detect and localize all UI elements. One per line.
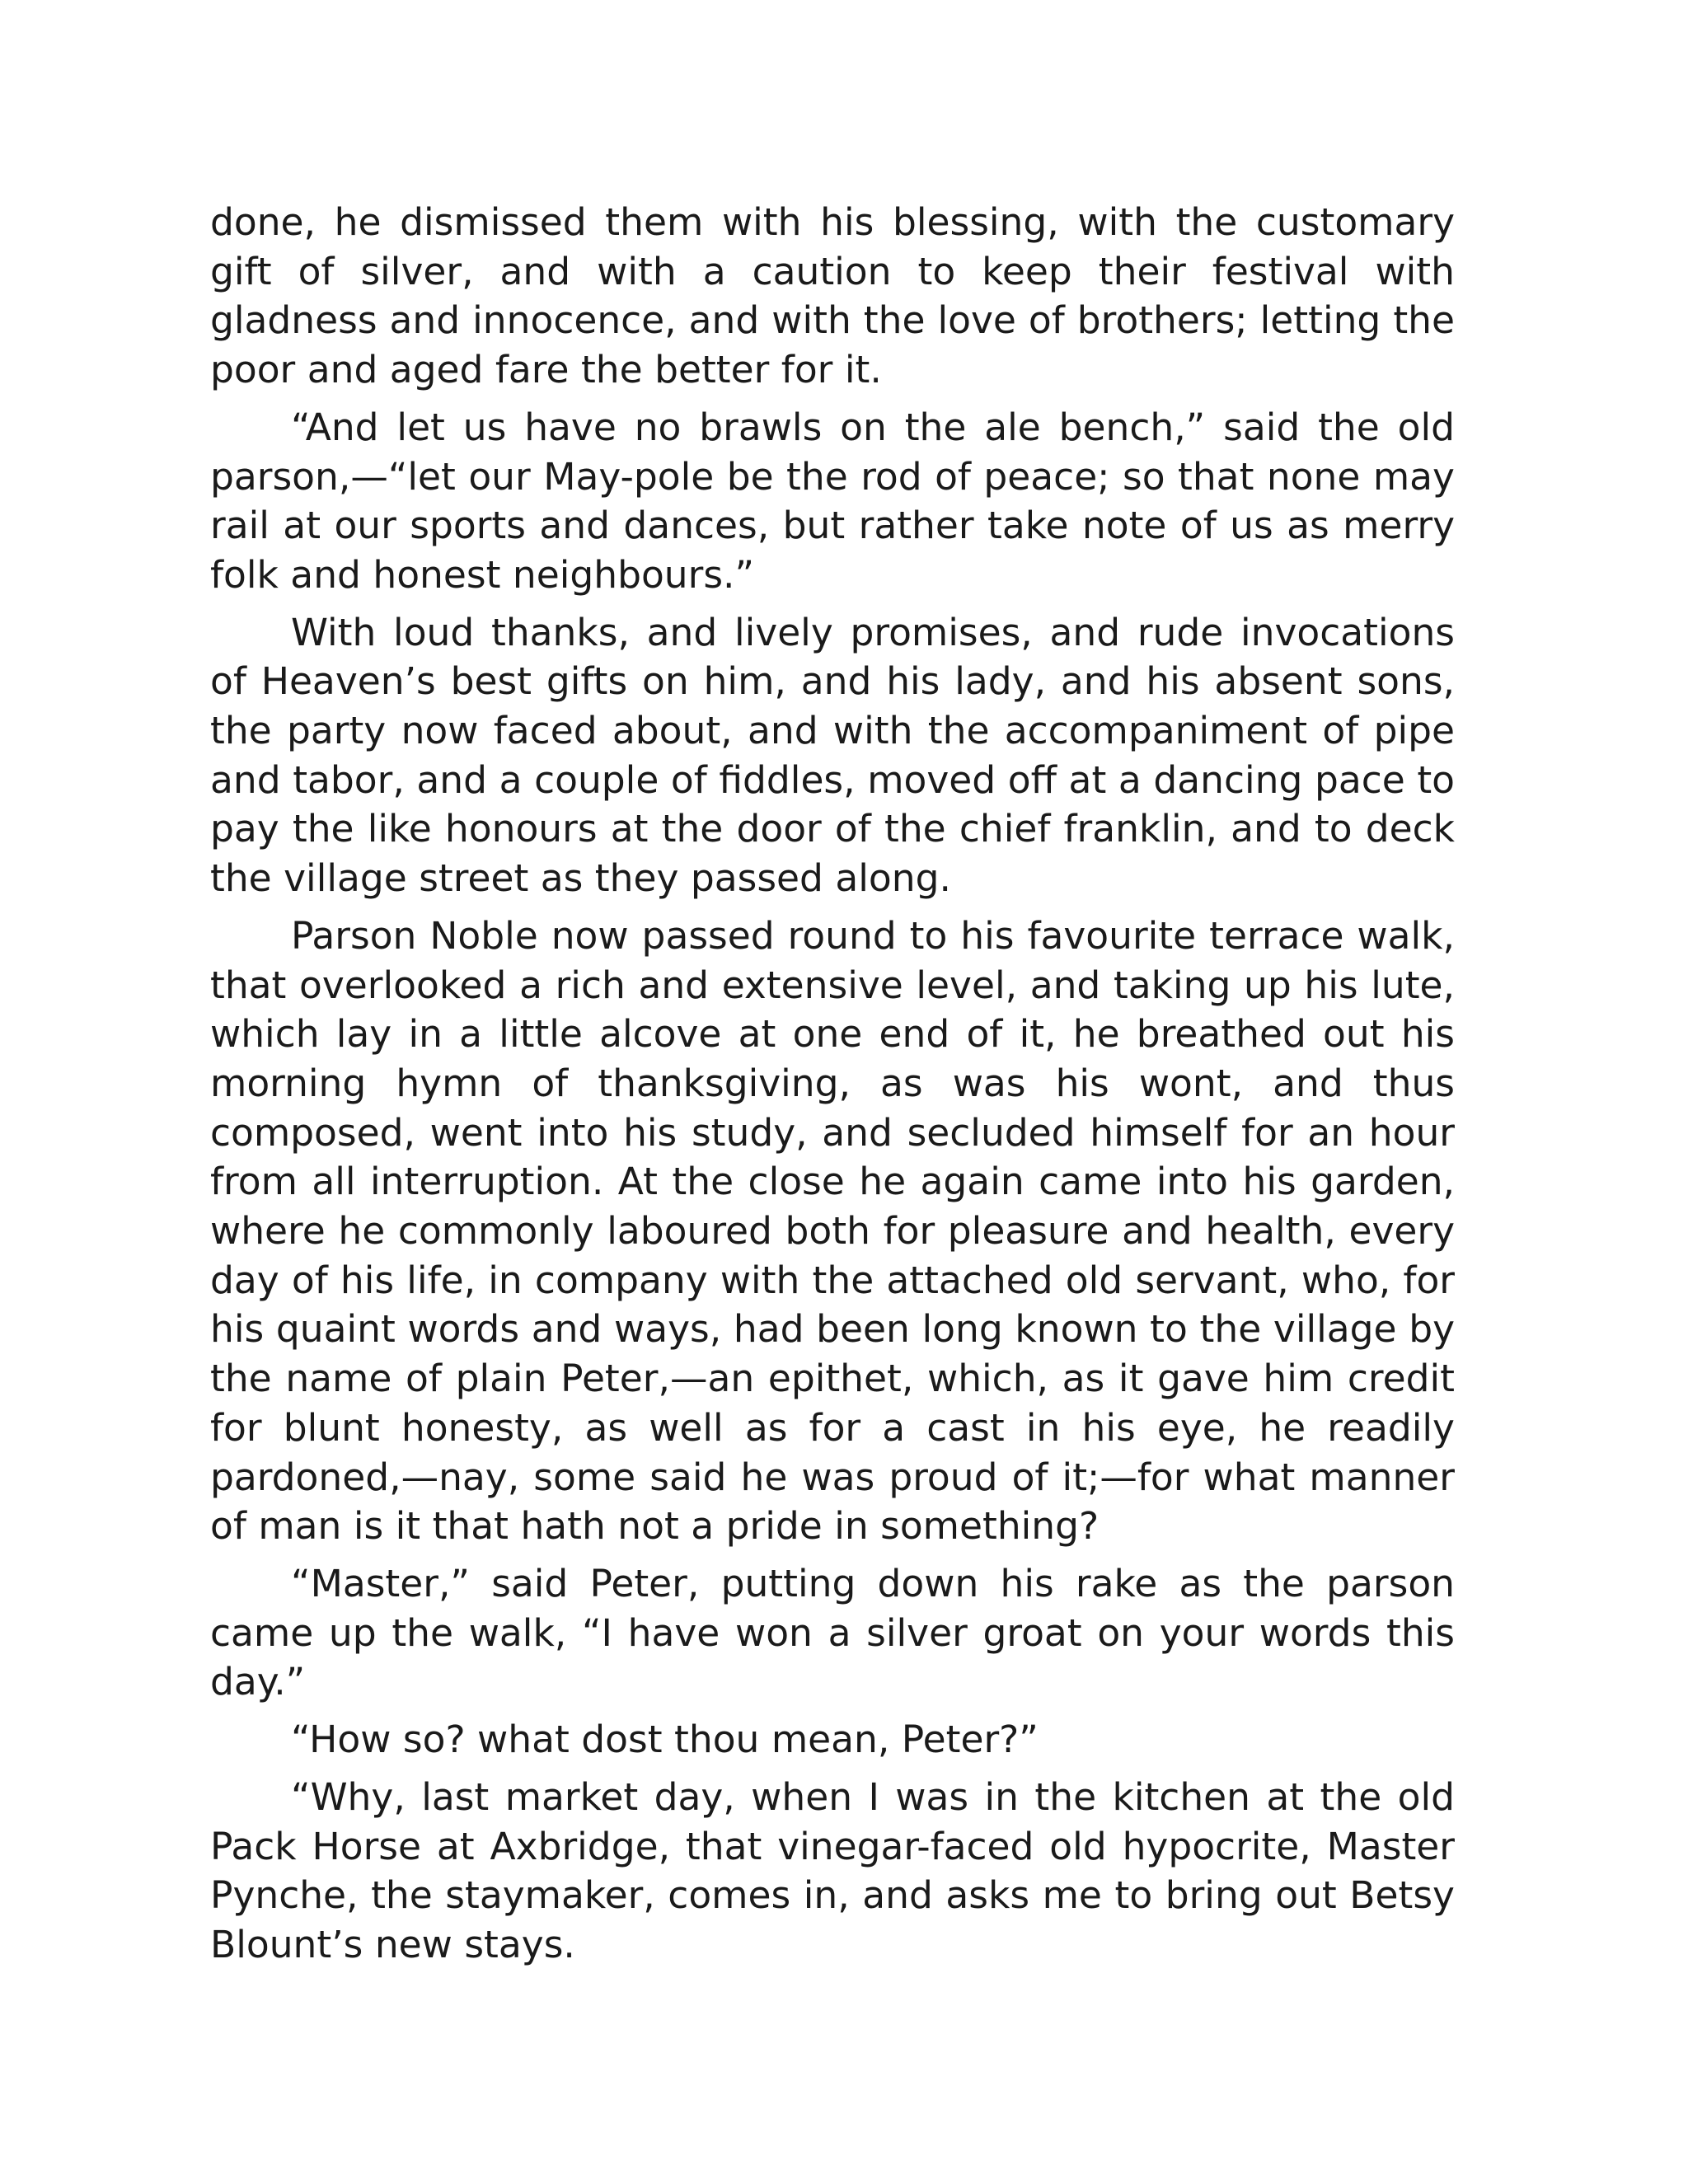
paragraph-5: “Master,” said Peter, putting down his rake as the parson came up the walk, “I have won a silver groat on your words this day.” bbox=[210, 1561, 1455, 1704]
paragraph-6: “How so? what dost thou mean, Peter?” bbox=[291, 1718, 1039, 1762]
paragraph-4: Parson Noble now passed round to his favourite terrace walk, that overlooked a rich and extensive level, and taking up his lute, which lay in a little alcove at one end of it, he breathed out his morning hymn of thanksgiving, as was his wont, and thus composed, went into his study, and secluded himself for an hour from all interruption. At the close he again came into his garden, where he commonly laboured both for pleasure and health, every day of his life, in company with the attached old servant, who, for his quaint words and ways, had been long known to the village by the name of plain Peter,—an epithet, which, as it gave him credit for blunt honesty, as well as for a cast in his eye, he readily pardoned,—nay, some said he was proud of it;—for what manner of man is it that hath not a pride in something? bbox=[210, 913, 1455, 1549]
paragraph-1: done, he dismissed them with his blessing, with the customary gift of silver, and with a caution to keep their festival with gladness and innocence, and with the love of brothers; letting the poor and aged fare the better for it. bbox=[210, 200, 1455, 392]
paragraph-2: “And let us have no brawls on the ale bench,” said the old parson,—“let our May-pole be the rod of peace; so that none may rail at our sports and dances, but rather take note of us as merry folk and honest neighbours.” bbox=[210, 405, 1455, 597]
paragraph-7: “Why, last market day, when I was in the kitchen at the old Pack Horse at Axbridge, that vinegar-faced old hypocrite, Master Pynche, the staymaker, comes in, and asks me to bring out Betsy Blount’s new stays. bbox=[210, 1774, 1455, 1966]
paragraph-3: With loud thanks, and lively promises, and rude invocations of Heaven’s best gifts on him, and his lady, and his absent sons, the party now faced about, and with the accompaniment of pipe and tabor, and a couple of fiddles, moved off at a dancing pace to pay the like honours at the door of the chief franklin, and to deck the village street as they passed along. bbox=[210, 610, 1455, 901]
page-body bbox=[210, 198, 1455, 1978]
